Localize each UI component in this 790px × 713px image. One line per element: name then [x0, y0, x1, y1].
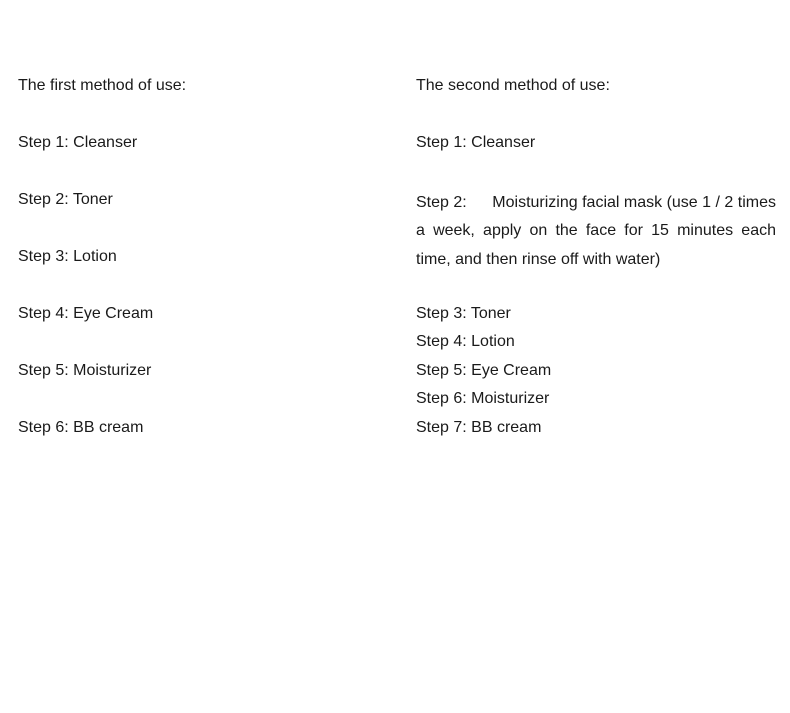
first-method-step-2: Step 2: Toner [18, 191, 113, 208]
second-method-heading: The second method of use: [416, 77, 610, 94]
second-method-step-5: Step 5: Eye Cream [416, 362, 552, 379]
second-method-step-2 [416, 189, 776, 274]
first-method-step-6: Step 6: BB cream [18, 419, 144, 436]
first-method-step-5: Step 5: Moisturizer [18, 362, 152, 379]
first-method-step-4: Step 4: Eye Cream [18, 305, 154, 322]
first-method-heading: The first method of use: [18, 77, 187, 94]
step-2-separator: : [462, 194, 467, 211]
first-method-step-1: Step 1: Cleanser [18, 134, 138, 151]
step-2-text: Moisturizing facial mask (use 1 / 2 times a week, apply on the face for 15 minutes each time, and then rinse off with water) [416, 194, 776, 268]
first-method-step-3: Step 3: Lotion [18, 248, 117, 265]
step-2-label: Step 2 [416, 194, 463, 211]
second-method-step-1: Step 1: Cleanser [416, 134, 536, 151]
second-method-step-6: Step 6: Moisturizer [416, 390, 550, 407]
second-method-step-4: Step 4: Lotion [416, 333, 515, 350]
second-method-step-3: Step 3: Toner [416, 305, 511, 322]
second-method-step-7: Step 7: BB cream [416, 419, 542, 436]
